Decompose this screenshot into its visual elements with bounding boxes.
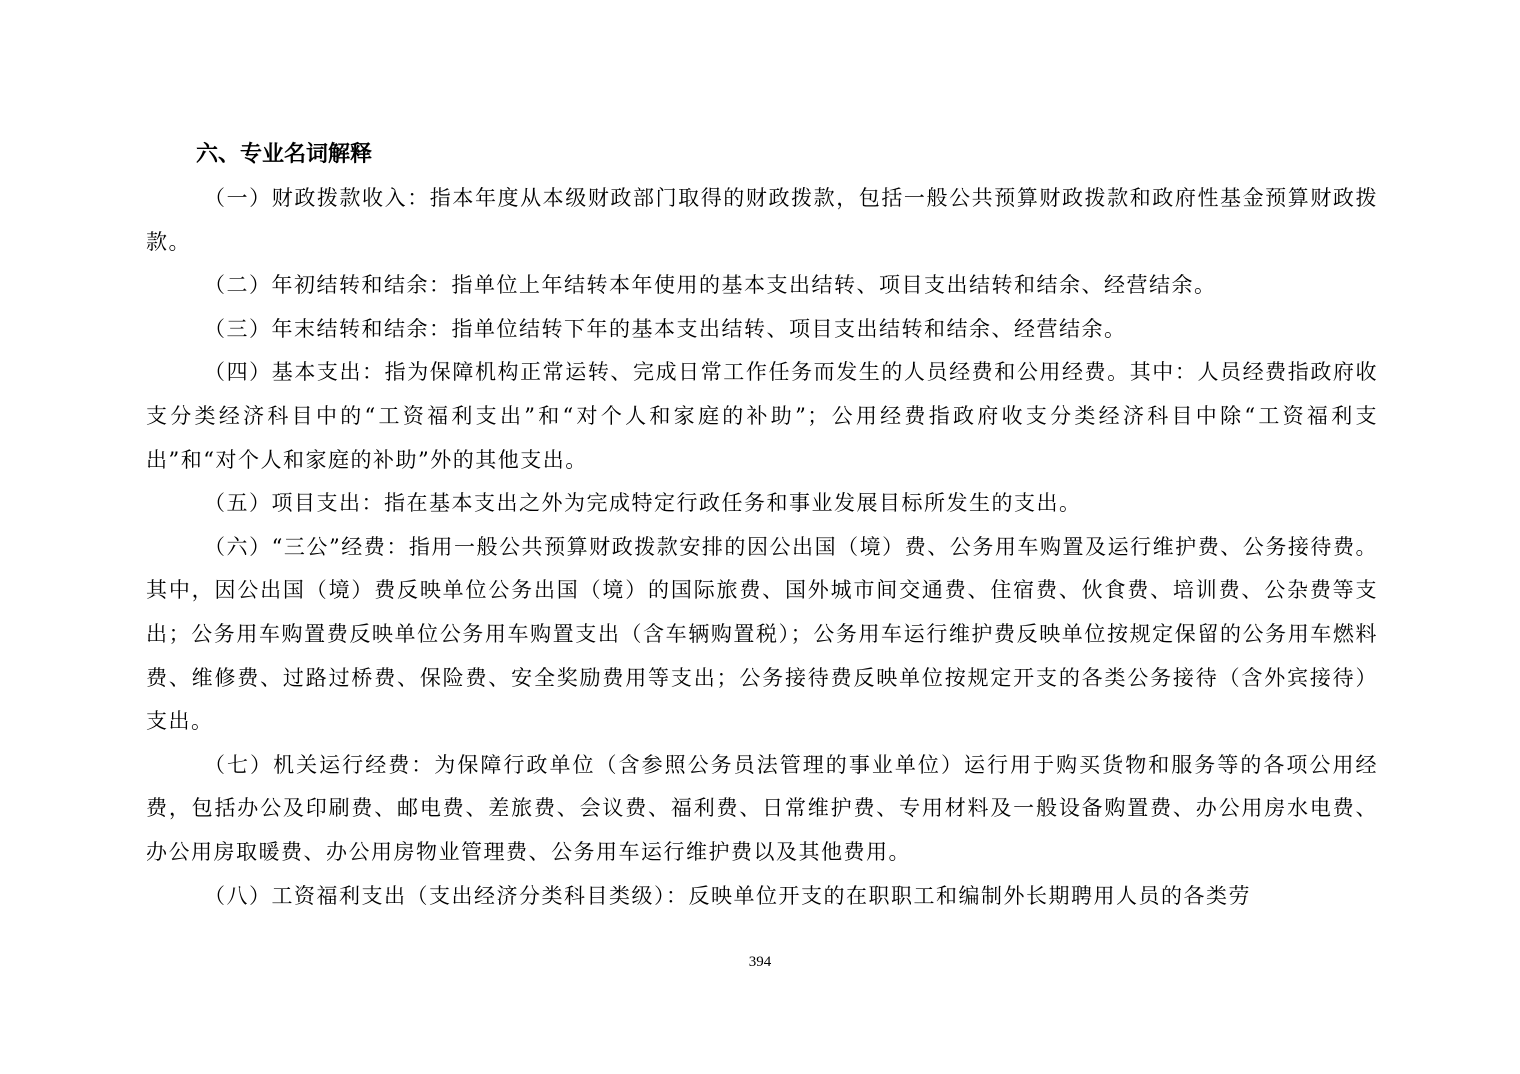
paragraph-beginning-carryover: （二）年初结转和结余：指单位上年结转本年使用的基本支出结转、项目支出结转和结余、经营结余。	[204, 273, 1217, 298]
section-heading: 六、专业名词解释	[196, 142, 373, 167]
page-number: 394	[748, 954, 772, 970]
paragraph-fiscal-appropriation-income: （一）财政拨款收入：指本年度从本级财政部门取得的财政拨款，包括一般公共预算财政拨款和政府性基金预算财政拨款。	[146, 186, 1378, 254]
paragraph-ending-carryover: （三）年末结转和结余：指单位结转下年的基本支出结转、项目支出结转和结余、经营结余。	[204, 316, 1127, 341]
paragraph-project-expenditure: （五）项目支出：指在基本支出之外为完成特定行政任务和事业发展目标所发生的支出。	[204, 491, 1082, 516]
paragraph-three-public-expenses: （六）“三公”经费：指用一般公共预算财政拨款安排的因公出国（境）费、公务用车购置及运行维护费、公务接待费。其中，因公出国（境）费反映单位公务出国（境）的国际旅费、国外城市间交通费、住宿费、伙食费、培训费、公杂费等支出；公务用车购置费反映单位公务用车购置支出（含车辆购置税）；公务用车运行维护费反映单位按规定保留的公务用车燃料费、维修费、过路过桥费、保险费、安全奖励费用等支出；公务接待费反映单位按规定开支的各类公务接待（含外宾接待）支出。	[146, 534, 1378, 734]
paragraph-wage-welfare-expenditure: （八）工资福利支出（支出经济分类科目类级）：反映单位开支的在职职工和编制外长期聘用人员的各类劳	[204, 883, 1251, 908]
document-body	[146, 133, 1378, 918]
paragraph-basic-expenditure: （四）基本支出：指为保障机构正常运转、完成日常工作任务而发生的人员经费和公用经费。其中：人员经费指政府收支分类经济科目中的“工资福利支出”和“对个人和家庭的补助”；公用经费指政府收支分类经济科目中除“工资福利支出”和“对个人和家庭的补助”外的其他支出。	[146, 360, 1378, 472]
paragraph-agency-operating-expenses: （七）机关运行经费：为保障行政单位（含参照公务员法管理的事业单位）运行用于购买货物和服务等的各项公用经费，包括办公及印刷费、邮电费、差旅费、会议费、福利费、日常维护费、专用材料及一般设备购置费、办公用房水电费、办公用房取暖费、办公用房物业管理费、公务用车运行维护费以及其他费用。	[146, 752, 1378, 864]
